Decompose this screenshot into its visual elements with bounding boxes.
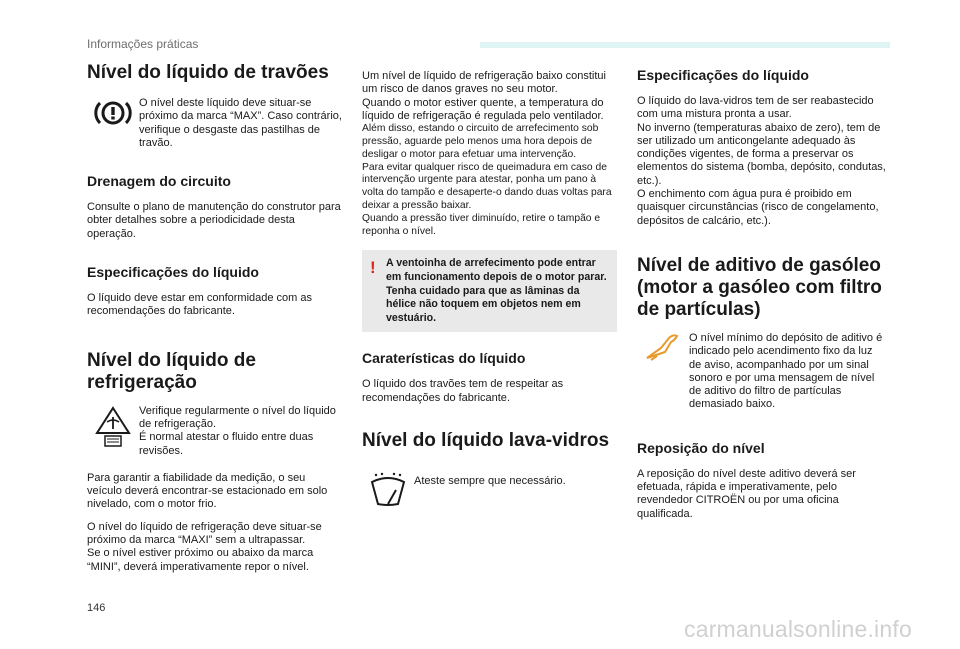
page-number: 146	[87, 602, 106, 614]
coolant-text-1: Verifique regularmente o nível do líquido de refrigeração.	[139, 404, 336, 430]
drain-title: Drenagem do circuito	[87, 173, 231, 190]
washer-fluid-title: Nível do líquido lava-vidros	[362, 429, 610, 451]
diesel-additive-block	[637, 332, 887, 412]
header-section-title: Informações práticas	[87, 37, 199, 51]
column-middle	[362, 70, 617, 508]
fan-warning-text: A ventoinha de arrefecimento pode entrar em funcionamento depois de o motor parar. Tenha cuidado para que as lâminas da hélice não toquem em objetos nem em vestuário.	[386, 257, 607, 324]
washer-block	[362, 472, 617, 508]
reset-title: Reposição do nível	[637, 439, 765, 456]
brake-warning-icon	[87, 97, 139, 129]
coolant-paragraph-2a: O nível do líquido de refrigeração deve situar-se próximo da marca “MAXI” sem a ultrapassar.	[87, 520, 322, 547]
coolant-block	[87, 405, 342, 458]
pressure-text: Além disso, estando o circuito de arrefecimento sob pressão, aguarde pelo menos uma hora depois de desligar o motor para efetuar uma intervenção.	[362, 123, 599, 160]
washer-fluid-icon	[362, 472, 414, 508]
warning-exclamation-icon: !	[370, 258, 376, 278]
fan-warning-box	[362, 250, 617, 332]
washer-fluid-text: Ateste sempre que necessário.	[414, 474, 566, 487]
coolant-paragraph-1: Para garantir a fiabilidade da medição, o seu veículo deverá encontrar-se estacionado em solo nivelado, com o motor frio.	[87, 471, 328, 511]
coolant-text-2: É normal atestar o fluido entre duas revisões.	[139, 431, 314, 457]
diesel-additive-text: O nível mínimo do depósito de aditivo é indicado pelo acendimento fixo da luz de aviso, acompanhado por um sinal sonoro e por uma mensagem de nível de aditivo do filtro de partículas demasiado baixo.	[689, 331, 883, 411]
reset-text: A reposição do nível deste aditivo deverá ser efetuada, rápida e imperativamente, pelo revendedor CITROËN ou por uma oficina qualificada.	[637, 467, 856, 520]
coolant-paragraph-2b: Se o nível estiver próximo ou abaixo da marca “MINI”, deverá imperativamente repor o nível.	[87, 547, 314, 573]
brake-fluid-block	[87, 97, 342, 150]
coolant-fan-text: Quando o motor estiver quente, a temperatura do líquido de refrigeração é regulada pelo ventilador.	[362, 96, 604, 122]
coolant-risk-text: Um nível de líquido de refrigeração baixo constitui um risco de danos graves no seu motor.	[362, 70, 606, 96]
spec-text-left: O líquido deve estar em conformidade com as recomendações do fabricante.	[87, 292, 313, 318]
additive-level-icon	[637, 332, 689, 362]
header-accent-bar	[480, 42, 890, 48]
watermark: carmanualsonline.info	[684, 616, 912, 642]
spec-title-left: Especificações do líquido	[87, 264, 259, 281]
coolant-title: Nível do líquido de refrigeração	[87, 349, 256, 393]
washer-spec-text-c: O enchimento com água pura é proibido em quaisquer circunstâncias (risco de congelamento, depósitos de calcário, etc.).	[637, 188, 879, 227]
column-right	[637, 62, 887, 521]
fluid-characteristics-text: O líquido dos travões tem de respeitar as recomendações do fabricante.	[362, 378, 564, 404]
brake-fluid-title: Nível do líquido de travões	[87, 62, 329, 83]
diesel-additive-title: Nível de aditivo de gasóleo (motor a gasóleo com filtro de partículas)	[637, 254, 882, 320]
brake-fluid-text: O nível deste líquido deve situar-se próximo da marca “MAX”. Caso contrário, verifique o desgaste das pastilhas de travão.	[139, 97, 342, 149]
washer-spec-text-b: No inverno (temperaturas abaixo de zero), tem de ser utilizado um anticongelante adequado às condições vigentes, de forma a preservar os elementos do sistema (bomba, depósito, condutas, etc.).	[637, 121, 886, 187]
washer-spec-title: Especificações do líquido	[637, 67, 809, 83]
drain-text: Consulte o plano de manutenção do construtor para obter detalhes sobre a periodicidade desta operação.	[87, 201, 341, 240]
coolant-warning-icon	[87, 405, 139, 447]
fluid-characteristics-title: Caraterísticas do líquido	[362, 350, 526, 367]
column-left	[87, 62, 342, 574]
refill-text: Quando a pressão tiver diminuído, retire o tampão e reponha o nível.	[362, 212, 601, 237]
burn-risk-text: Para evitar qualquer risco de queimadura em caso de intervenção urgente para atestar, ponha um pano à volta do tampão e desaperte-o dando duas voltas para deixar a pressão baixar.	[362, 161, 612, 211]
washer-spec-text-a: O líquido do lava-vidros tem de ser reabastecido com uma mistura pronta a usar.	[637, 95, 874, 121]
